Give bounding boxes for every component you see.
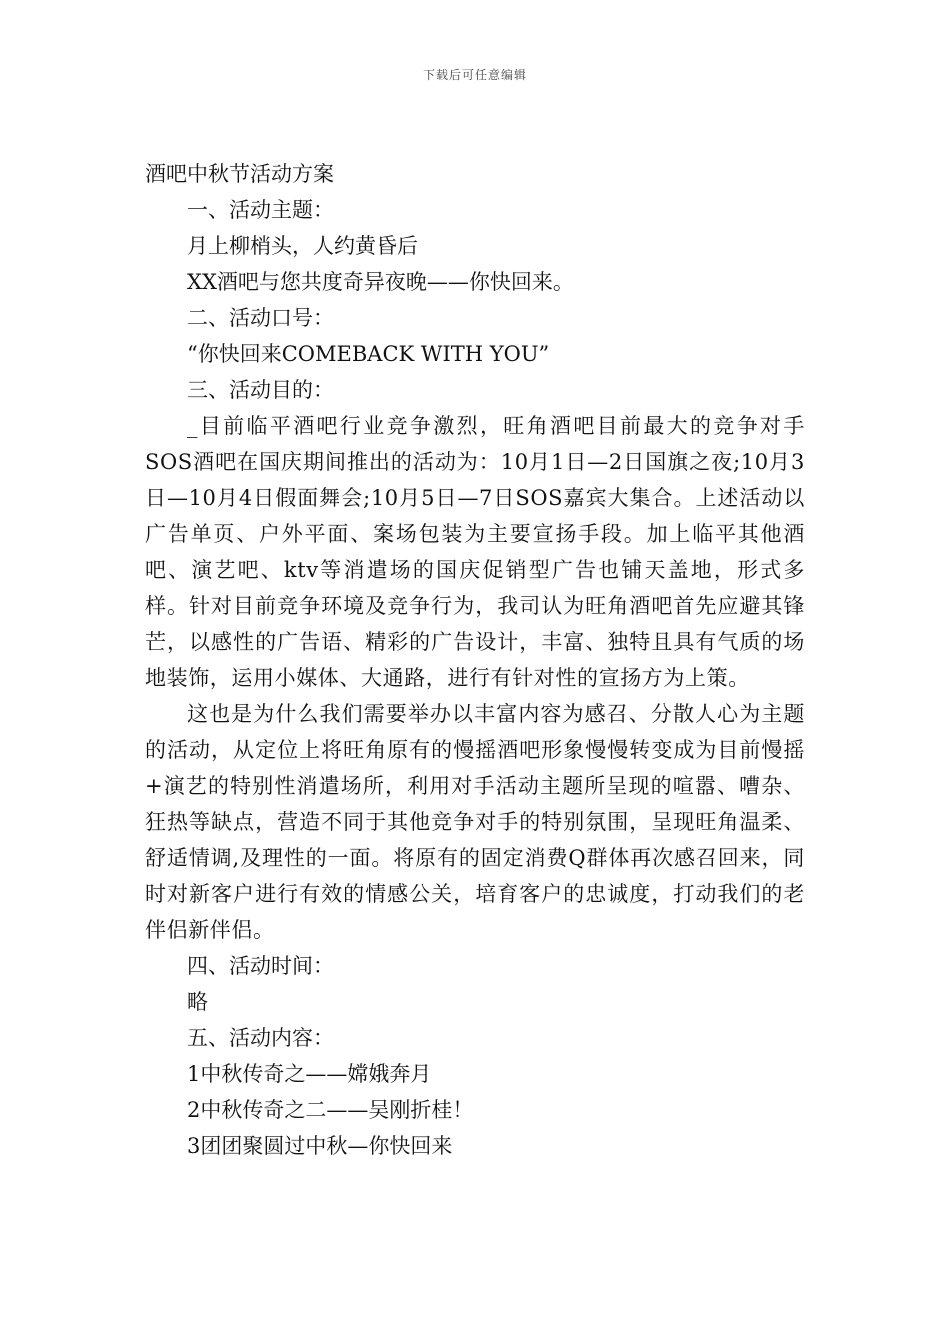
document-body (145, 156, 805, 1164)
section-heading-theme: 一、活动主题： (187, 198, 334, 222)
section-heading-slogan: 二、活动口号： (187, 306, 334, 330)
content-item: 3团团聚圆过中秋—你快回来 (187, 1134, 453, 1158)
time-value: 略 (187, 990, 208, 1014)
content-item: 2中秋传奇之二——吴刚折桂！ (187, 1098, 474, 1122)
purpose-paragraph-1: _目前临平酒吧行业竞争激烈，旺角酒吧目前最大的竞争对手SOS酒吧在国庆期间推出的活动为：10月1日—2日国旗之夜;10月3日—10月4日假面舞会;10月5日—7日SOS嘉宾大集合。上述活动以广告单页、户外平面、案场包装为主要宣扬手段。加上临平其他酒吧、演艺吧、ktv等消遣场的国庆促销型广告也铺天盖地，形式多样。针对目前竞争环境及竞争行为，我司认为旺角酒吧首先应避其锋芒，以感性的广告语、精彩的广告设计，丰富、独特且具有气质的场地装饰，运用小媒体、大通路，进行有针对性的宣扬方为上策。 (145, 414, 805, 690)
theme-line-2: XX酒吧与您共度奇异夜晚——你快回来。 (187, 270, 574, 294)
content-item: 1中秋传奇之——嫦娥奔月 (187, 1062, 432, 1086)
page-header-note: 下载后可任意编辑 (422, 68, 527, 82)
theme-line-1: 月上柳梢头，人约黄昏后 (187, 234, 418, 258)
slogan-text: “你快回来COMEBACK WITH YOU” (187, 342, 550, 366)
section-heading-content: 五、活动内容： (187, 1026, 334, 1050)
section-heading-time: 四、活动时间： (187, 954, 334, 978)
document-title: 酒吧中秋节活动方案 (145, 162, 334, 186)
purpose-paragraph-2: 这也是为什么我们需要举办以丰富内容为感召、分散人心为主题的活动，从定位上将旺角原有的慢摇酒吧形象慢慢转变成为目前慢摇+演艺的特别性消遣场所，利用对手活动主题所呈现的喧嚣、嘈杂、狂热等缺点，营造不同于其他竞争对手的特别氛围，呈现旺角温柔、舒适情调,及理性的一面。将原有的固定消费Q群体再次感召回来，同时对新客户进行有效的情感公关，培育客户的忠诚度，打动我们的老伴侣新伴侣。 (145, 702, 805, 942)
section-heading-purpose: 三、活动目的： (187, 378, 334, 402)
